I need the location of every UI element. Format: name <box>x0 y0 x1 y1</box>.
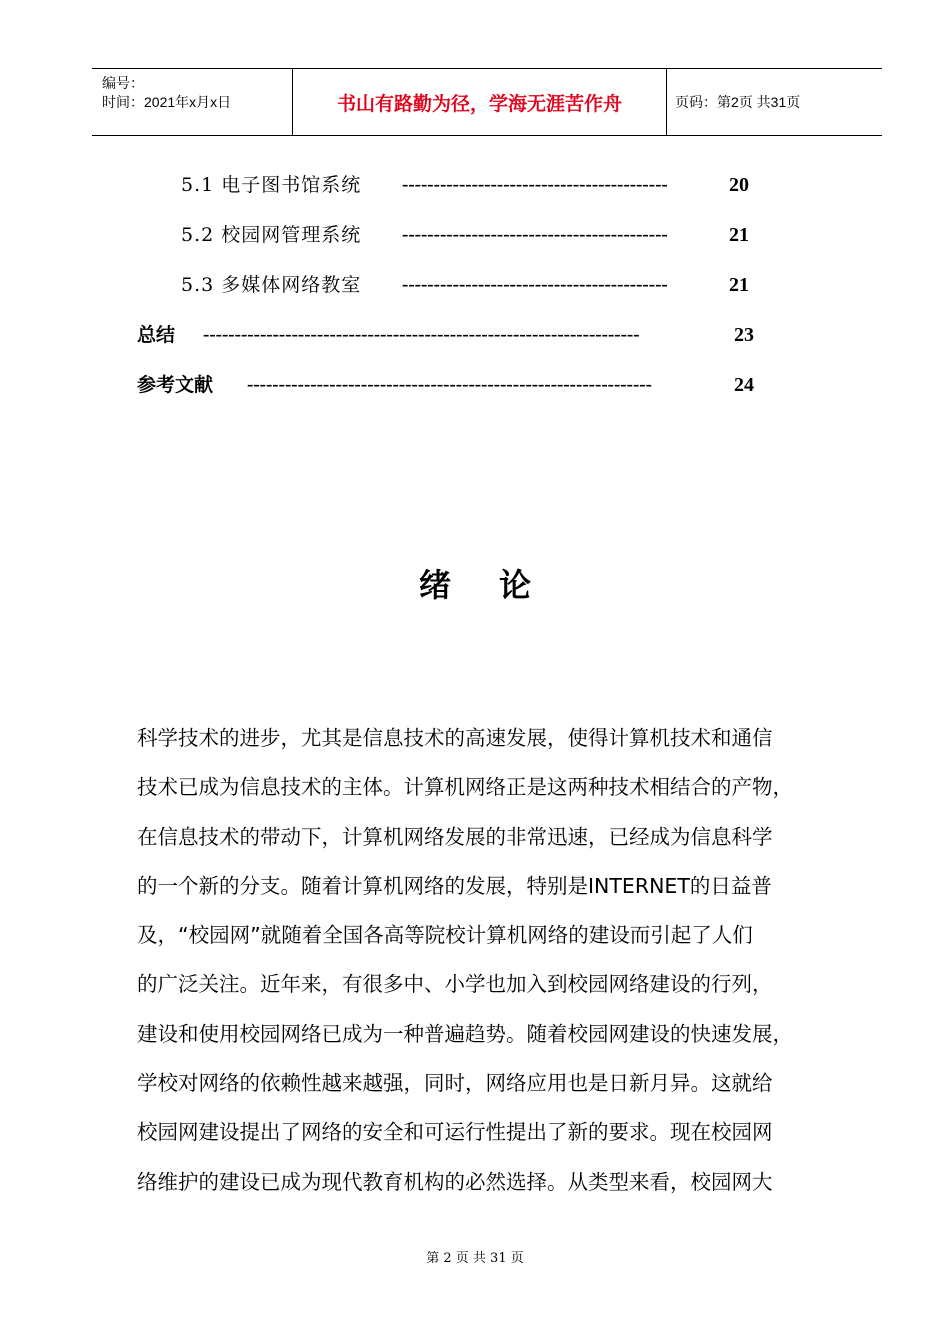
toc-item[interactable] <box>181 172 761 198</box>
body-line: 的广泛关注。近年来，有很多中、小学也加入到校园网络建设的行列， <box>137 972 773 997</box>
body-line: 学校对网络的依赖性越来越强，同时，网络应用也是日新月异。这就给 <box>137 1071 773 1096</box>
header-motto: 书山有路勤为径，学海无涯苦作舟 <box>293 69 667 135</box>
toc-page-number: 21 <box>729 274 749 296</box>
body-line: 校园网建设提出了网络的安全和可运行性提出了新的要求。现在校园网 <box>137 1120 773 1145</box>
toc-leader: ------------------------------------------ <box>402 274 668 295</box>
toc-item[interactable] <box>181 222 761 248</box>
toc-leader: ------------------------------------------ <box>402 174 668 195</box>
body-line: 的一个新的分支。随着计算机网络的发展，特别是INTERNET的日益普 <box>137 873 772 898</box>
header-meta <box>92 69 293 135</box>
toc-page-number: 23 <box>734 324 754 346</box>
toc-item-label: 5.1 电子图书馆系统 <box>181 174 362 196</box>
toc-leader: --------------------------------------------------------------------- <box>203 324 640 345</box>
toc-item[interactable] <box>181 272 761 298</box>
doc-number-label: 编号： <box>102 75 144 91</box>
toc-leader: ---------------------------------------------------------------- <box>247 374 652 395</box>
toc-leader: ------------------------------------------ <box>402 224 668 245</box>
body-line: 在信息技术的带动下，计算机网络发展的非常迅速，已经成为信息科学 <box>137 824 773 849</box>
body-paragraph <box>137 714 837 1207</box>
toc-page-number: 24 <box>734 374 754 396</box>
toc-item-label: 5.3 多媒体网络教室 <box>181 274 362 296</box>
toc-item-label: 参考文献 <box>137 374 214 396</box>
body-line: 及，“校园网”就随着全国各高等院校计算机网络的建设而引起了人们 <box>137 923 753 948</box>
header-page-info: 页码：第2页 共31页 <box>675 94 801 110</box>
toc-item-label: 总结 <box>137 324 176 346</box>
toc-page-number: 20 <box>729 174 749 196</box>
toc-page-number: 21 <box>729 224 749 246</box>
section-title: 绪论 <box>418 566 579 604</box>
doc-time-label: 时间：2021年x月x日 <box>102 94 232 110</box>
body-line: 建设和使用校园网络已成为一种普遍趋势。随着校园网建设的快速发展， <box>137 1021 793 1046</box>
body-line: 络维护的建设已成为现代教育机构的必然选择。从类型来看，校园网大 <box>137 1169 773 1194</box>
page-footer: 第 2 页 共 31 页 <box>426 1251 524 1266</box>
toc-item[interactable] <box>137 322 767 348</box>
body-line: 科学技术的进步，尤其是信息技术的高速发展，使得计算机技术和通信 <box>137 726 773 750</box>
toc-item-label: 5.2 校园网管理系统 <box>181 224 362 246</box>
toc-item[interactable] <box>137 372 767 398</box>
body-line: 技术已成为信息技术的主体。计算机网络正是这两种技术相结合的产物， <box>137 775 793 800</box>
page-header <box>92 68 882 136</box>
